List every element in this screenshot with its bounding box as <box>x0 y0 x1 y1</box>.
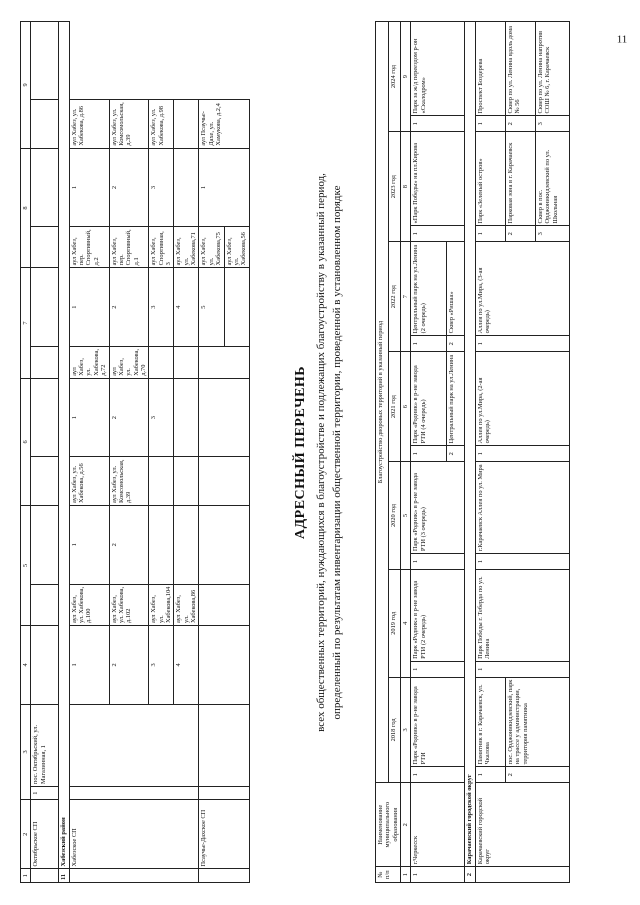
territory-cell: Парк «Родник» в р-не завода РТИ (3 очередь) <box>411 462 465 554</box>
section-number: 2 <box>465 867 475 883</box>
table-row <box>199 22 224 883</box>
address-cell: аул Хабез, пер. Спортивный, д.1 <box>109 227 149 268</box>
territory-cell: Аллея по ул.Мира, (2-ая очередь) <box>475 352 569 446</box>
address-cell: аул Хабез, ул. Хабекова, д.72 <box>69 347 109 379</box>
row-index: 4 <box>174 268 199 347</box>
year-header: 2022 год <box>388 242 401 352</box>
header-num: № п/п <box>376 867 401 883</box>
column-number-row <box>401 22 411 883</box>
table-row: Карачаевский городской округ 1 Памятник в г. Карачаевск, ул. Чкалова 1 Парк Победы г. Теберда по ул. Ленина 1 г.Карачаевск Аллея по ул. Мира 1 Аллея по ул.Мира, (2-ая очередь) 1 Аллея по ул.Мира, (3-ая очередь) 1 Парк «Зеленый остров» 1 Проспект Боздерева <box>475 22 505 883</box>
page-number: 11 <box>616 33 628 46</box>
section-row <box>59 22 69 883</box>
municipality-name: г.Черкесск <box>411 783 465 867</box>
row-index: 2 <box>109 505 149 584</box>
address-cell: аул Хабез, Спортивная, 3 <box>149 227 174 268</box>
territory-cell: Парк «Родник» в р-не завода РТИ (2 очередь) <box>411 569 465 661</box>
col-num: 4 <box>21 626 31 705</box>
year-row <box>388 22 401 883</box>
col-num: 3 <box>21 704 31 799</box>
col-num: 6 <box>21 378 31 505</box>
table-row: 2 Центральный парк на ул.Ленина 2 Сквер «Ришаа» <box>447 22 465 883</box>
address-table <box>375 21 570 883</box>
row-index: 1 <box>69 148 109 227</box>
territory-cell: «Парк Победы» на пл.Кирова <box>411 132 465 226</box>
row-index: 2 <box>109 148 149 227</box>
col-num: 6 <box>401 352 411 462</box>
table-row <box>69 22 109 883</box>
address-cell: аул Хабез, ул. Хабекова, д.86 <box>69 100 109 148</box>
territory-cell: Сквер по ул. Ленина вдоль дома № 56 <box>505 22 535 116</box>
address-cell: аул Псаучье-Дахе, ул. Хамукова, д.2,4 <box>199 100 249 148</box>
address-cell <box>149 347 174 379</box>
col-num: 8 <box>21 148 31 268</box>
year-header: 2019 год <box>388 569 401 677</box>
address-cell <box>149 457 174 505</box>
row-index: 1 <box>69 626 109 705</box>
section-name: Карачаевский городской округ <box>465 22 475 867</box>
territory-cell: Парк за ж/д переездом р-он «Скалодром» <box>411 22 465 116</box>
year-header: 2024 год <box>388 22 401 132</box>
col-num: 1 <box>401 867 411 883</box>
col-num: 3 <box>401 677 411 783</box>
row-index: 3 <box>149 378 174 457</box>
municipality-name: Хабезское СП <box>69 800 199 869</box>
header-name: Наименование муниципального образования <box>376 783 401 867</box>
header-row <box>376 22 389 883</box>
col-num: 8 <box>401 132 411 242</box>
table-row <box>31 22 59 883</box>
col-num: 5 <box>401 462 411 570</box>
territory-cell: Сквер по ул. Ленина напротив СОШ № 6, г. Карачаевск <box>535 22 569 116</box>
address-cell: аул Хабез, ул. Хабекова, д.70 <box>109 347 149 379</box>
col-num: 7 <box>401 242 411 352</box>
document-title: АДРЕСНЫЙ ПЕРЕЧЕНЬ <box>293 365 308 540</box>
header-group: Благоустройство дворовых территорий в указанный период <box>376 22 389 783</box>
continuation-table <box>20 21 250 883</box>
municipality-name: Карачаевский городской округ <box>475 783 569 867</box>
col-num: 4 <box>401 569 411 677</box>
address-cell: пос. Октябрьский, ул. Магазинная, 1 <box>31 704 59 786</box>
row-index: 1 <box>31 787 59 800</box>
col-num: 2 <box>21 800 31 869</box>
territory-cell: Парк «Родник» в р-не завода РТИ <box>411 677 465 767</box>
section-name: Хабезский район <box>59 22 69 869</box>
col-num: 7 <box>21 268 31 378</box>
territory-cell: Парк «Зеленый остров» <box>475 132 505 226</box>
row-index: 5 <box>199 268 224 347</box>
year-header: 2023 год <box>388 132 401 242</box>
territory-cell: Центральный парк на ул.Ленина (2 очередь) <box>411 242 447 336</box>
row-index: 3 <box>149 268 174 347</box>
address-cell: аул Хабез, ул. Комсомольская, д.39 <box>109 100 149 148</box>
row-index: 2 <box>109 378 149 457</box>
address-cell: аул Хабез, ул. Комсомольская, д.39 <box>109 457 149 505</box>
address-cell: аул Хабез, ул. Хабекова, д.102 <box>109 584 149 625</box>
row-number: 1 <box>411 867 465 883</box>
territory-cell: Парковая зона в г. Карачаевск <box>505 132 535 226</box>
row-index: 3 <box>149 626 174 705</box>
row-index: 1 <box>69 268 109 347</box>
document-subtitle: всех общественных территорий, нуждающихся в благоустройстве и подлежащих благоустройству в указанный период, <box>315 173 327 732</box>
territory-cell: Аллея по ул.Мира, (3-ая очередь) <box>475 242 569 336</box>
territory-cell: Центральный парк на ул.Ленина <box>447 352 465 446</box>
address-cell: аул Хабез, ул. Хабекова, д.98 <box>149 100 174 148</box>
territory-cell: Сквер «Ришаа» <box>447 242 465 336</box>
territory-cell: г.Карачаевск Аллея по ул. Мира <box>475 462 569 554</box>
column-number-row <box>21 22 31 883</box>
address-cell: аул Хабез, ул. Хабекова,56 <box>224 227 249 268</box>
row-index: 1 <box>69 378 109 457</box>
col-num: 2 <box>401 783 411 867</box>
address-cell: аул Хабез, ул. Хабекова, д.100 <box>69 584 109 625</box>
address-cell: аул Хабез, ул. Хабекова,75 <box>199 227 224 268</box>
row-index: 1 <box>69 505 109 584</box>
address-cell: аул Хабез, пер. Спортивный, д.2 <box>69 227 109 268</box>
municipality-name: Октябрьское СП <box>31 800 59 869</box>
row-index: 1 <box>199 148 249 227</box>
row-index <box>149 505 174 584</box>
territory-cell: пос. Орджоникидзевский, парк на трассе у администрации, территория памятника <box>505 677 569 767</box>
address-cell: аул Хабез, ул. Хабекова,71 <box>174 227 199 268</box>
address-cell: аул Хабез, ул. Хабекова,104 <box>149 584 174 625</box>
row-index: 2 <box>109 268 149 347</box>
row-index: 3 <box>149 148 174 227</box>
address-cell: аул Хабез, ул. Хабекова,86 <box>174 584 199 625</box>
territory-cell: Сквер в пос. Орджоникидзевский по ул. Школьная <box>535 132 569 226</box>
table-row: 2 пос. Орджоникидзевский, парк на трассе у администрации, территория памятника 2 Парковая зона в г. Карачаевск 2 Сквер по ул. Ленина вдоль дома № 56 <box>505 22 535 883</box>
section-row <box>465 22 475 883</box>
year-header: 2021 год <box>388 352 401 462</box>
address-cell: аул Хабез, ул. Хабекова, д.56 <box>69 457 109 505</box>
territory-cell: Парк Победы г. Теберда по ул. Ленина <box>475 569 569 661</box>
table-row: 1 г.Черкесск 1 Парк «Родник» в р-не завода РТИ 1 Парк «Родник» в р-не завода РТИ (2 очередь) 1 Парк «Родник» в р-не завода РТИ (3 очередь) 1 Парк «Родник» в р-не завода РТИ (4 очередь) 1 Центральный парк на ул.Ленина (2 очередь) 1 «Парк Победы» на пл.Кирова 1 Парк за ж/д переездом р-он «Скалодром» <box>411 22 447 883</box>
section-number: 11 <box>59 869 69 883</box>
territory-cell: Проспект Боздерева <box>475 22 505 116</box>
territory-cell: Памятник в г. Карачаевск, ул. Чкалова <box>475 677 505 767</box>
row-index: 2 <box>109 626 149 705</box>
row-index: 4 <box>174 626 199 705</box>
year-header: 2018 год <box>388 677 401 783</box>
col-num: 9 <box>21 22 31 149</box>
table-row: 3 Сквер в пос. Орджоникидзевский по ул. Школьная 3 Сквер по ул. Ленина напротив СОШ № 6, г. Карачаевск <box>535 22 569 883</box>
col-num: 9 <box>401 22 411 132</box>
document-subtitle: определенный по результатам инвентаризации общественной территории, проведенной в установленном порядке <box>331 185 343 720</box>
col-num: 1 <box>21 869 31 883</box>
year-header: 2020 год <box>388 462 401 570</box>
territory-cell: Парк «Родник» в р-не завода РТИ (4 очередь) <box>411 352 447 446</box>
col-num: 5 <box>21 505 31 625</box>
municipality-name: Псаучье-Дахское СП <box>199 800 249 869</box>
